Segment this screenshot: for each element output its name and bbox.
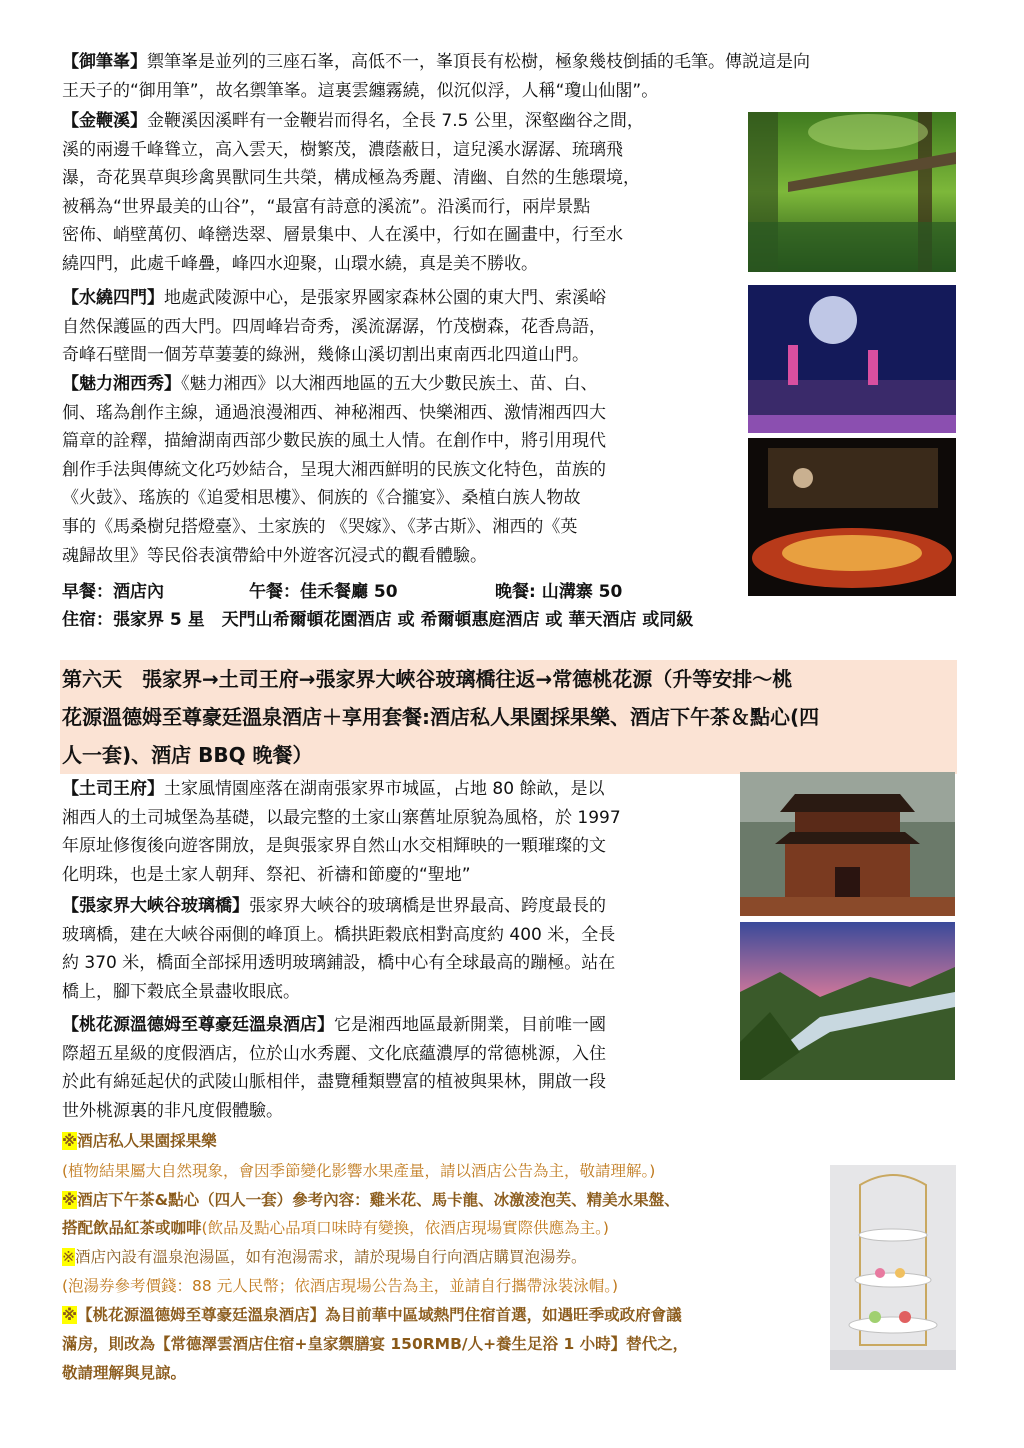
shuiraosimen-line-1: 地處武陵源中心，是張家界國家森林公園的東大門、索溪峪: [164, 288, 606, 308]
note-mark-2: ※: [62, 1191, 78, 1209]
accommodation: 住宿：張家界 5 星 天門山希爾頓花園酒店 或 希爾頓惠庭酒店 或 華天酒店 或同級: [62, 610, 694, 630]
meilixiangxi-line-6: 事的《馬桑樹兒搭燈臺》、土家族的 《哭嫁》、《茅古斯》、湘西的《英: [62, 516, 578, 537]
meilixiangxi-title: 【魅力湘西秀】: [62, 374, 181, 394]
tusi-line-3: 年原址修復後向遊客開放，是與張家界自然山水交相輝映的一顆璀璨的文: [62, 836, 606, 857]
glassbridge-line-1: 張家界大峽谷的玻璃橋是世界最高、跨度最長的: [249, 896, 606, 916]
hotel-para: [62, 1011, 606, 1125]
note-1-desc: (植物結果屬大自然現象，會因季節變化影響水果產量，請以酒店公告為主，敬請理解。): [62, 1162, 656, 1180]
glassbridge-line-3: 約 370 米，橋面全部採用透明玻璃鋪設，橋中心有全球最高的蹦極。站在: [62, 953, 616, 974]
note-2-title: 酒店下午茶&點心（四人一套）參考內容：雞米花、馬卡龍、冰激淩泡芙、精美水果盤、: [77, 1191, 680, 1209]
meilixiangxi-para: [62, 370, 606, 570]
yubifeng-line-2: 王天子的“御用筆”，故名禦筆峯。這裏雲纏霧繞，似沉似浮，人稱“瓊山仙閣”。: [62, 80, 659, 101]
jinbianxi-line-2: 溪的兩邊千峰聳立，高入雲天，樹繁茂，濃蔭蔽日，這兒溪水潺潺、琉璃飛: [62, 139, 623, 160]
shuiraosimen-line-2: 自然保護區的西大門。四周峰岩奇秀，溪流潺潺，竹茂樹森，花香鳥語，: [62, 316, 606, 337]
yubifeng-line-1: 禦筆峯是並列的三座石峯，高低不一，峯頂長有松樹，極象幾枝倒插的毛筆。傳説這是向: [147, 52, 810, 72]
note-mark-4: ※: [62, 1306, 78, 1324]
meilixiangxi-line-3: 篇章的詮釋，描繪湖南西部少數民族的風土人情。在創作中，將引用現代: [62, 431, 606, 452]
glassbridge-photo: [740, 922, 955, 1080]
note-4-line-1: 【桃花源溫德姆至尊豪廷溫泉酒店】為目前華中區域熱門住宿首選，如遇旺季或政府會議: [77, 1306, 682, 1324]
note-2-line-2: [62, 1214, 609, 1242]
shuiraosimen-para: [62, 284, 606, 370]
hotel-line-2: 際超五星級的度假酒店，位於山水秀麗、文化底蘊濃厚的常德桃源，入住: [62, 1043, 606, 1064]
hotel-title: 【桃花源溫德姆至尊豪廷溫泉酒店】: [62, 1015, 334, 1035]
note-mark-1: ※: [62, 1132, 78, 1150]
day6-title: [60, 660, 957, 774]
lunch: 午餐：佳禾餐廳 50: [249, 582, 398, 602]
day6-title-line-2: 花源溫德姆至尊豪廷溫泉酒店＋享用套餐:酒店私人果園採果樂、酒店下午茶＆點心(四: [62, 705, 820, 729]
show-photo-2: [748, 438, 956, 596]
meilixiangxi-line-7: 魂歸故里》等民俗表演帶給中外遊客沉浸式的觀看體驗。: [62, 545, 487, 566]
meilixiangxi-line-2: 侗、瑤為創作主線，通過浪漫湘西、神秘湘西、快樂湘西、激情湘西四大: [62, 402, 606, 423]
jinbianxi-line-1: 金鞭溪因溪畔有一金鞭岩而得名，全長 7.5 公里，深壑幽谷之間，: [147, 111, 644, 131]
glassbridge-line-4: 橋上，腳下穀底全景盡收眼底。: [62, 981, 300, 1002]
shuiraosimen-title: 【水繞四門】: [62, 288, 164, 308]
tusi-para: [62, 775, 621, 889]
yubifeng-para: [62, 48, 810, 105]
glassbridge-title: 【張家界大峽谷玻璃橋】: [62, 896, 249, 916]
tusi-line-1: 土家風情園座落在湖南張家界市城區，占地 80 餘畝，是以: [164, 779, 605, 799]
note-3-desc: (泡湯券參考價錢：88 元人民幣；依酒店現場公告為主，並請自行攜帶泳裝泳帽。): [62, 1277, 618, 1295]
note-2-desc: (飲品及點心品項口味時有變換，依酒店現場實際供應為主。): [201, 1219, 609, 1237]
hotel-line-4: 世外桃源裏的非凡度假體驗。: [62, 1100, 283, 1121]
note-4: [62, 1301, 688, 1388]
dinner: 晚餐: 山溝寨 50: [495, 582, 623, 602]
note-1: [62, 1127, 217, 1155]
note-3-title: 酒店內設有溫泉泡湯區，如有泡湯需求，請於現場自行向酒店購買泡湯券。: [75, 1248, 587, 1266]
tusi-photo: [740, 772, 955, 916]
jinbianxi-para: [62, 107, 644, 279]
day6-title-line-3: 人一套)、酒店 BBQ 晚餐）: [62, 743, 313, 767]
jinbianxi-line-4: 被稱為“世界最美的山谷”，“最富有詩意的溪流”。沿溪而行，兩岸景點: [62, 196, 591, 217]
hotel-line-1: 它是湘西地區最新開業，目前唯一國: [334, 1015, 606, 1035]
yubifeng-title: 【御筆峯】: [62, 52, 147, 72]
glassbridge-line-2: 玻璃橋，建在大峽谷兩側的峰頂上。橋拱距穀底相對高度約 400 米，全長: [62, 924, 616, 945]
meilixiangxi-line-1: 《魅力湘西》以大湘西地區的五大少數民族土、苗、白、: [181, 374, 598, 394]
jinbianxi-title: 【金鞭溪】: [62, 111, 147, 131]
tusi-title: 【土司王府】: [62, 779, 164, 799]
meilixiangxi-line-5: 《火鼓》、瑤族的《追愛相思樓》、侗族的《合攏宴》、桑植白族人物故: [62, 488, 581, 509]
note-4-line-2: 滿房，則改為【常德澤雲酒店住宿+皇家禦膳宴 150RMB/人+養生足浴 1 小時】替代之，: [62, 1335, 689, 1353]
jinbianxi-line-5: 密佈、峭壁萬仞、峰巒迭翠、層景集中、人在溪中，行如在圖畫中，行至水: [62, 225, 623, 246]
jinbianxi-line-6: 繞四門，此處千峰疊，峰四水迎聚，山環水繞，真是美不勝收。: [62, 253, 538, 274]
note-1-title: 酒店私人果園採果樂: [77, 1132, 217, 1150]
meilixiangxi-line-4: 創作手法與傳統文化巧妙結合，呈現大湘西鮮明的民族文化特色，苗族的: [62, 459, 606, 480]
show-photo-1: [748, 285, 956, 433]
tusi-line-2: 湘西人的土司城堡為基礎，以最完整的土家山寨舊址原貌為風格，於 1997: [62, 807, 621, 828]
tusi-line-4: 化明珠，也是土家人朝拜、祭祀、祈禱和節慶的“聖地”: [62, 864, 471, 885]
note-mark-3: ※: [62, 1248, 75, 1266]
note-3: [62, 1243, 587, 1271]
jinbianxi-line-3: 瀑，奇花異草與珍禽異獸同生共榮，構成極為秀麗、清幽、自然的生態環境，: [62, 168, 640, 189]
day6-title-line-1: 第六天 張家界→土司王府→張家界大峽谷玻璃橋往返→常德桃花源（升等安排～桃: [62, 667, 793, 691]
hotel-line-3: 於此有綿延起伏的武陵山脈相伴，盡覽種類豐富的植被與果林，開啟一段: [62, 1072, 606, 1093]
afternoon-tea-photo: [830, 1165, 956, 1370]
breakfast: 早餐：酒店內: [62, 582, 164, 602]
note-2-title-2: 搭配飲品紅茶或咖啡: [62, 1219, 202, 1237]
meals-row: [62, 578, 622, 606]
jinbianxi-photo: [748, 112, 956, 272]
note-4-line-3: 敬請理解與見諒。: [62, 1364, 187, 1382]
note-2: [62, 1186, 680, 1214]
glassbridge-para: [62, 892, 615, 1006]
shuiraosimen-line-3: 奇峰石壁間一個芳草萋萋的綠洲，幾條山溪切割出東南西北四道山門。: [62, 345, 589, 366]
